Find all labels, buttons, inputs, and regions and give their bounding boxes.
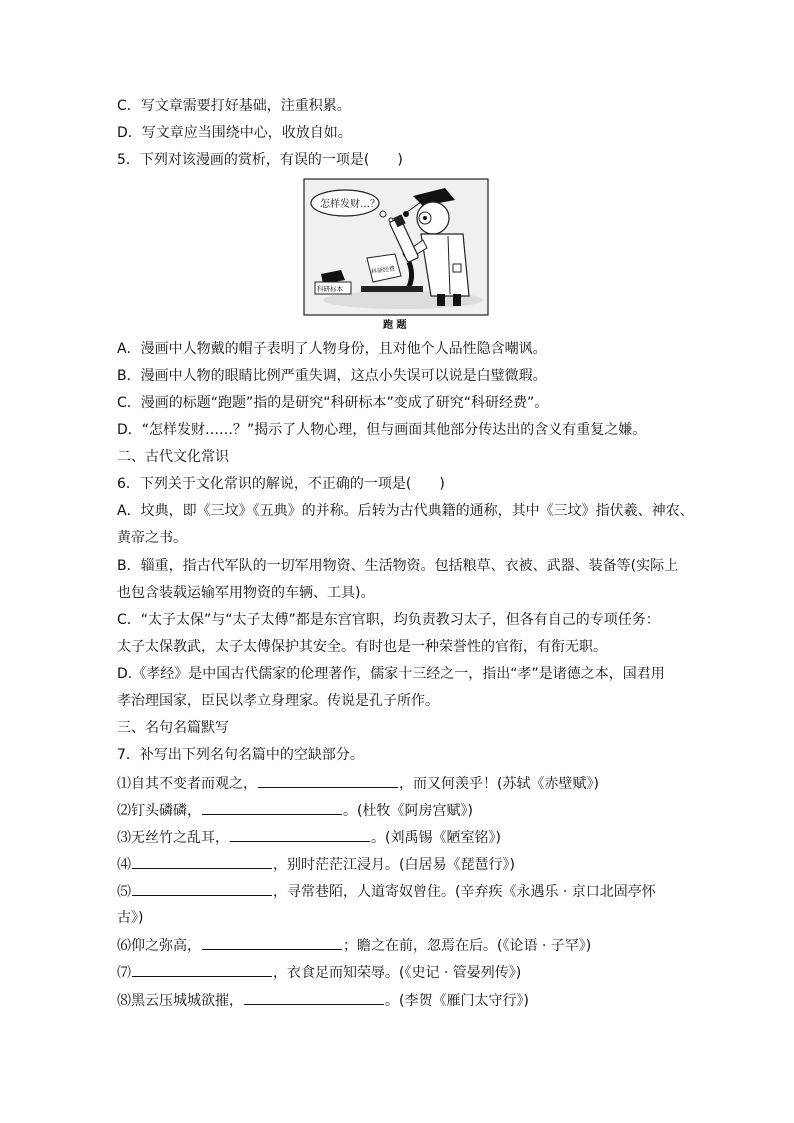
fill-5-before: ⑸ [117,884,131,900]
fill-7-after: ，衣食足而知荣辱。(《史记 · 管晏列传》) [273,965,522,981]
option-d-q6-line2: 孝治理国家，臣民以孝立身理家。传说是孔子所作。 [117,693,439,709]
fill-item-1 [117,773,682,794]
section-2-heading: 二、古代文化常识 [117,449,229,465]
fill-3-after: 。(刘禹锡《陋室铭》) [371,830,501,846]
question-5: 5．下列对该漫画的赏析，有误的一项是( ) [117,152,403,168]
answer-blank-7[interactable] [132,962,272,977]
option-b-q5: B．漫画中人物的眼睛比例严重失调，这点小失误可以说是白璧微瑕。 [117,368,547,384]
fill-item-4 [117,854,682,875]
option-c-q5: C．漫画的标题“跑题”指的是研究“科研标本”变成了研究“科研经费”。 [117,395,549,411]
answer-blank-4[interactable] [132,854,272,869]
fill-6-before: ⑹仰之弥高， [117,938,201,954]
question-7: 7．补写出下列名句名篇中的空缺部分。 [117,747,364,763]
fill-2-before: ⑵钉头磷磷， [117,803,201,819]
answer-blank-6[interactable] [202,935,342,950]
fill-4-after: ，别时茫茫江浸月。(白居易《琵琶行》) [273,857,515,873]
fill-1-after: ，而又何羡乎！(苏轼《赤壁赋》) [399,776,599,792]
fill-item-5 [117,881,682,902]
fill-2-after: 。(杜牧《阿房宫赋》) [343,803,473,819]
label-specimen: 科研标本 [317,285,343,293]
fill-8-before: ⑻黑云压城城欲摧， [117,993,243,1009]
fill-item-3 [117,827,682,848]
answer-blank-8[interactable] [244,990,384,1005]
answer-blank-3[interactable] [230,827,370,842]
fill-item-2 [117,800,682,821]
option-c-q4: C．写文章需要打好基础，注重积累。 [117,98,351,114]
answer-blank-2[interactable] [202,800,342,815]
answer-blank-1[interactable] [258,773,398,788]
comic-illustration [303,178,489,328]
fill-item-5-cont: 古》) [117,910,144,926]
option-a-q6-line2: 黄帝之书。 [117,530,187,546]
fill-5-after: ，寻常巷陌，人道寄奴曾住。(辛弃疾《永遇乐 · 京口北固亭怀 [273,884,656,900]
fill-item-6 [117,935,682,956]
fill-item-8 [117,990,682,1011]
bubble-text: 怎样发财…？ [320,199,380,210]
label-funds: 科研经费 [370,265,396,276]
fill-8-after: 。(李贺《雁门太守行》) [385,993,529,1009]
option-c-q6-line2: 太子太保教武，太子太傅保护其安全。有时也是一种荣誉性的官衔，有衔无职。 [117,639,607,655]
option-a-q6-line1: A．坟典，即《三坟》《五典》的并称。后转为古代典籍的通称，其中《三坟》指伏羲、神农、 [117,503,694,519]
option-d-q5: D．“怎样发财……？”揭示了人物心理，但与画面其他部分传达出的含义有重复之嫌。 [117,422,647,438]
answer-blank-5[interactable] [132,881,272,896]
option-a-q5: A．漫画中人物戴的帽子表明了人物身份，且对他个人品性隐含嘲讽。 [117,341,547,357]
question-6: 6．下列关于文化常识的解说，不正确的一项是( ) [117,476,445,492]
option-d-q6-line1: D.《孝经》是中国古代儒家的伦理著作，儒家十三经之一，指出“孝”是诸德之本，国君用 [117,666,665,682]
section-3-heading: 三、名句名篇默写 [117,720,229,736]
option-b-q6-line2: 也包含装载运输军用物资的车辆、工具)。 [117,585,375,601]
option-c-q6-line1: C．“太子太保”与“太子太傅”都是东宫官职，均负责教习太子，但各有自己的专项任务： [117,612,660,628]
option-b-q6-line1: B．辎重，指古代军队的一切军用物资、生活物资。包括粮草、衣被、武器、装备等(实际上 [117,558,679,574]
fill-4-before: ⑷ [117,857,131,873]
option-d-q4: D．写文章应当围绕中心，收放自如。 [117,125,352,141]
fill-7-before: ⑺ [117,965,131,981]
fill-item-7 [117,962,682,983]
fill-6-after: ；瞻之在前，忽焉在后。(《论语 · 子罕》) [343,938,592,954]
fill-1-before: ⑴自其不变者而观之， [117,776,257,792]
fill-3-before: ⑶无丝竹之乱耳， [117,830,229,846]
comic-caption: 跑 题 [383,320,407,331]
